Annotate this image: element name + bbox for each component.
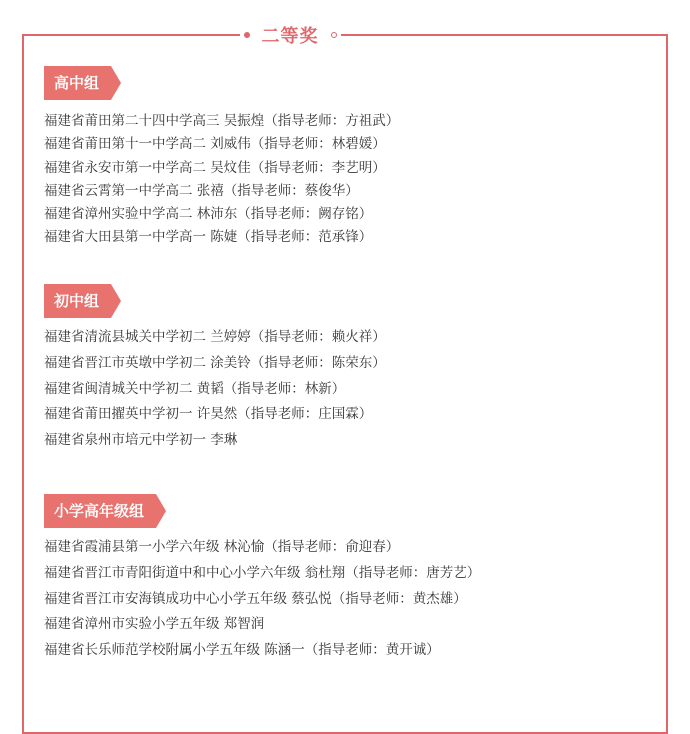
- group-label-middle: 初中组: [44, 284, 111, 318]
- list-item: 福建省长乐师范学校附属小学五年级 陈涵一（指导老师：黄开诚）: [44, 642, 440, 659]
- list-item: 福建省晋江市青阳街道中和中心小学六年级 翁杜翔（指导老师：唐芳艺）: [44, 564, 481, 581]
- list-item: 福建省莆田第二十四中学高三 吴振煌（指导老师：方祖武）: [44, 113, 400, 129]
- list-item: 福建省晋江市安海镇成功中心小学五年级 蔡弘悦（指导老师：黄杰雄）: [44, 590, 467, 607]
- list-item: 福建省泉州市培元中学初一 李琳: [44, 432, 238, 449]
- list-item: 福建省莆田第十一中学高二 刘威伟（指导老师：林碧媛）: [44, 136, 386, 153]
- filled-dot-icon: [244, 32, 250, 38]
- list-item: 福建省漳州市实验小学五年级 郑智润: [44, 616, 265, 633]
- list-item: 福建省闽清城关中学初二 黄韬（指导老师：林新）: [44, 380, 346, 397]
- list-item: 福建省漳州实验中学高二 林沛东（指导老师：阙存铭）: [44, 206, 373, 223]
- entry-list-high: [44, 110, 399, 250]
- list-item: 福建省永安市第一中学高二 吴炆佳（指导老师：李艺明）: [44, 159, 386, 176]
- entry-list-primary: [44, 535, 480, 664]
- entry-list-middle: [44, 325, 386, 454]
- award-title: 二等奖: [261, 26, 319, 47]
- open-dot-icon: [331, 32, 337, 38]
- list-item: 福建省清流县城关中学初二 兰婷婷（指导老师：赖火祥）: [44, 329, 386, 345]
- list-item: 福建省云霄第一中学高二 张禧（指导老师：蔡俊华）: [44, 182, 359, 199]
- list-item: 福建省霞浦县第一小学六年级 林沁愉（指导老师：俞迎春）: [44, 539, 400, 555]
- list-item: 福建省大田县第一中学高一 陈婕（指导老师：范承锋）: [44, 229, 373, 246]
- group-label-high: 高中组: [44, 66, 111, 100]
- award-title-bar: [0, 22, 690, 48]
- award-title-inner: [240, 22, 341, 48]
- list-item: 福建省莆田擢英中学初一 许昊然（指导老师：庄国霖）: [44, 406, 373, 423]
- list-item: 福建省晋江市英墩中学初二 涂美铃（指导老师：陈荣东）: [44, 354, 386, 371]
- group-label-primary: 小学高年级组: [44, 494, 156, 528]
